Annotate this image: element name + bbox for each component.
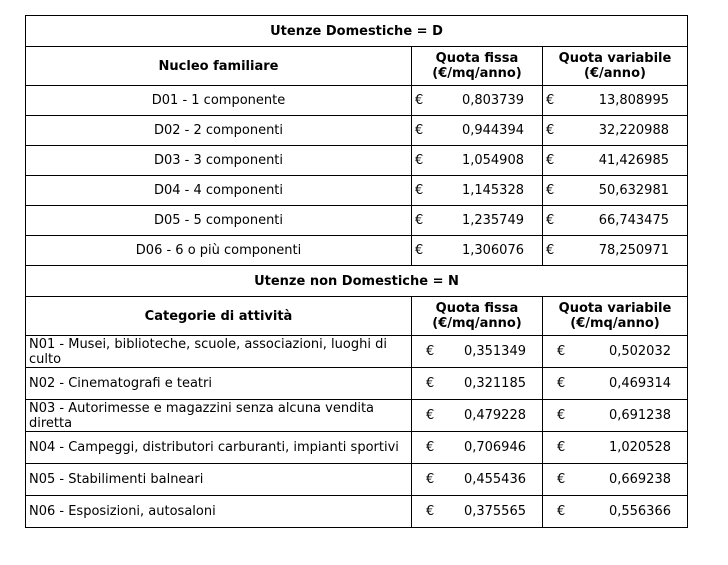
column-header-variable-label: Quota variabile (€/anno) <box>558 51 672 81</box>
fixed-quota-value: 0,944394 <box>461 123 524 138</box>
table-row <box>26 146 688 176</box>
fixed-quota-value: 0,455436 <box>463 472 526 487</box>
fixed-quota-value: 1,145328 <box>461 183 524 198</box>
euro-sign: € <box>557 344 566 359</box>
fixed-quota <box>412 86 543 116</box>
table-row <box>26 116 688 146</box>
category-name: N01 - Musei, biblioteche, scuole, associazioni, luoghi di culto <box>26 336 412 368</box>
euro-sign: € <box>557 472 566 487</box>
euro-sign: € <box>415 93 424 108</box>
fixed-quota <box>412 400 543 432</box>
fixed-quota <box>412 336 543 368</box>
table-row <box>26 432 688 464</box>
fixed-quota <box>412 496 543 528</box>
fixed-quota-value: 0,321185 <box>463 376 526 391</box>
table-row <box>26 336 688 368</box>
fixed-quota <box>412 206 543 236</box>
tariff-table-body <box>26 16 688 528</box>
variable-quota <box>543 86 688 116</box>
euro-sign: € <box>557 376 566 391</box>
euro-sign: € <box>546 93 555 108</box>
variable-quota <box>543 236 688 266</box>
table-row <box>26 206 688 236</box>
fixed-quota <box>412 464 543 496</box>
category-name: N05 - Stabilimenti balneari <box>26 464 412 496</box>
variable-quota <box>543 206 688 236</box>
variable-quota-value: 41,426985 <box>598 153 669 168</box>
variable-quota <box>543 368 688 400</box>
euro-sign: € <box>415 153 424 168</box>
fixed-quota-value: 0,375565 <box>463 504 526 519</box>
fixed-quota-value: 1,054908 <box>461 153 524 168</box>
euro-sign: € <box>546 123 555 138</box>
variable-quota <box>543 400 688 432</box>
column-header-variable <box>543 297 688 336</box>
fixed-quota <box>412 432 543 464</box>
variable-quota <box>543 116 688 146</box>
table-row <box>26 86 688 116</box>
euro-sign: € <box>546 243 555 258</box>
category-name: N06 - Esposizioni, autosaloni <box>26 496 412 528</box>
section-row <box>26 266 688 297</box>
variable-quota <box>543 146 688 176</box>
euro-sign: € <box>426 472 435 487</box>
euro-sign: € <box>557 504 566 519</box>
fixed-quota-value: 0,351349 <box>463 344 526 359</box>
column-header-fixed <box>412 297 543 336</box>
euro-sign: € <box>557 440 566 455</box>
fixed-quota-value: 0,706946 <box>463 440 526 455</box>
category-name: D05 - 5 componenti <box>26 206 412 236</box>
euro-sign: € <box>557 408 566 423</box>
header-row <box>26 47 688 86</box>
table-row <box>26 176 688 206</box>
fixed-quota <box>412 368 543 400</box>
variable-quota-value: 0,691238 <box>608 408 671 423</box>
fixed-quota <box>412 176 543 206</box>
euro-sign: € <box>415 243 424 258</box>
fixed-quota <box>412 116 543 146</box>
column-header-name-label: Nucleo familiare <box>158 58 279 74</box>
section-row <box>26 16 688 47</box>
column-header-name <box>26 297 412 336</box>
fixed-quota <box>412 146 543 176</box>
fixed-quota-value: 1,235749 <box>461 213 524 228</box>
tariff-table <box>25 15 688 528</box>
column-header-fixed <box>412 47 543 86</box>
section-title: Utenze Domestiche = D <box>26 16 688 47</box>
fixed-quota-value: 0,803739 <box>461 93 524 108</box>
header-row <box>26 297 688 336</box>
category-name: D04 - 4 componenti <box>26 176 412 206</box>
euro-sign: € <box>546 213 555 228</box>
euro-sign: € <box>415 213 424 228</box>
euro-sign: € <box>426 440 435 455</box>
category-name: N04 - Campeggi, distributori carburanti, impianti sportivi <box>26 432 412 464</box>
table-row <box>26 464 688 496</box>
euro-sign: € <box>426 376 435 391</box>
variable-quota-value: 32,220988 <box>598 123 669 138</box>
column-header-variable <box>543 47 688 86</box>
column-header-fixed-label: Quota fissa (€/mq/anno) <box>432 51 522 81</box>
category-name: D01 - 1 componente <box>26 86 412 116</box>
euro-sign: € <box>415 183 424 198</box>
variable-quota-value: 0,469314 <box>608 376 671 391</box>
fixed-quota-value: 1,306076 <box>461 243 524 258</box>
column-header-variable-label: Quota variabile (€/mq/anno) <box>558 301 672 331</box>
category-name: N02 - Cinematografi e teatri <box>26 368 412 400</box>
euro-sign: € <box>415 123 424 138</box>
table-row <box>26 368 688 400</box>
variable-quota-value: 0,502032 <box>608 344 671 359</box>
category-name: D06 - 6 o più componenti <box>26 236 412 266</box>
euro-sign: € <box>426 344 435 359</box>
category-name: D02 - 2 componenti <box>26 116 412 146</box>
variable-quota <box>543 464 688 496</box>
variable-quota <box>543 176 688 206</box>
euro-sign: € <box>426 408 435 423</box>
variable-quota <box>543 432 688 464</box>
category-name: D03 - 3 componenti <box>26 146 412 176</box>
column-header-name-label: Categorie di attività <box>144 308 293 324</box>
variable-quota <box>543 496 688 528</box>
fixed-quota <box>412 236 543 266</box>
variable-quota-value: 13,808995 <box>598 93 669 108</box>
table-row <box>26 496 688 528</box>
table-row <box>26 400 688 432</box>
variable-quota-value: 0,556366 <box>608 504 671 519</box>
variable-quota-value: 1,020528 <box>608 440 671 455</box>
fixed-quota-value: 0,479228 <box>463 408 526 423</box>
variable-quota <box>543 336 688 368</box>
euro-sign: € <box>426 504 435 519</box>
column-header-name <box>26 47 412 86</box>
variable-quota-value: 78,250971 <box>598 243 669 258</box>
table-row <box>26 236 688 266</box>
variable-quota-value: 0,669238 <box>608 472 671 487</box>
variable-quota-value: 66,743475 <box>598 213 669 228</box>
euro-sign: € <box>546 183 555 198</box>
column-header-fixed-label: Quota fissa (€/mq/anno) <box>432 301 522 331</box>
category-name: N03 - Autorimesse e magazzini senza alcuna vendita diretta <box>26 400 412 432</box>
variable-quota-value: 50,632981 <box>598 183 669 198</box>
section-title: Utenze non Domestiche = N <box>26 266 688 297</box>
euro-sign: € <box>546 153 555 168</box>
